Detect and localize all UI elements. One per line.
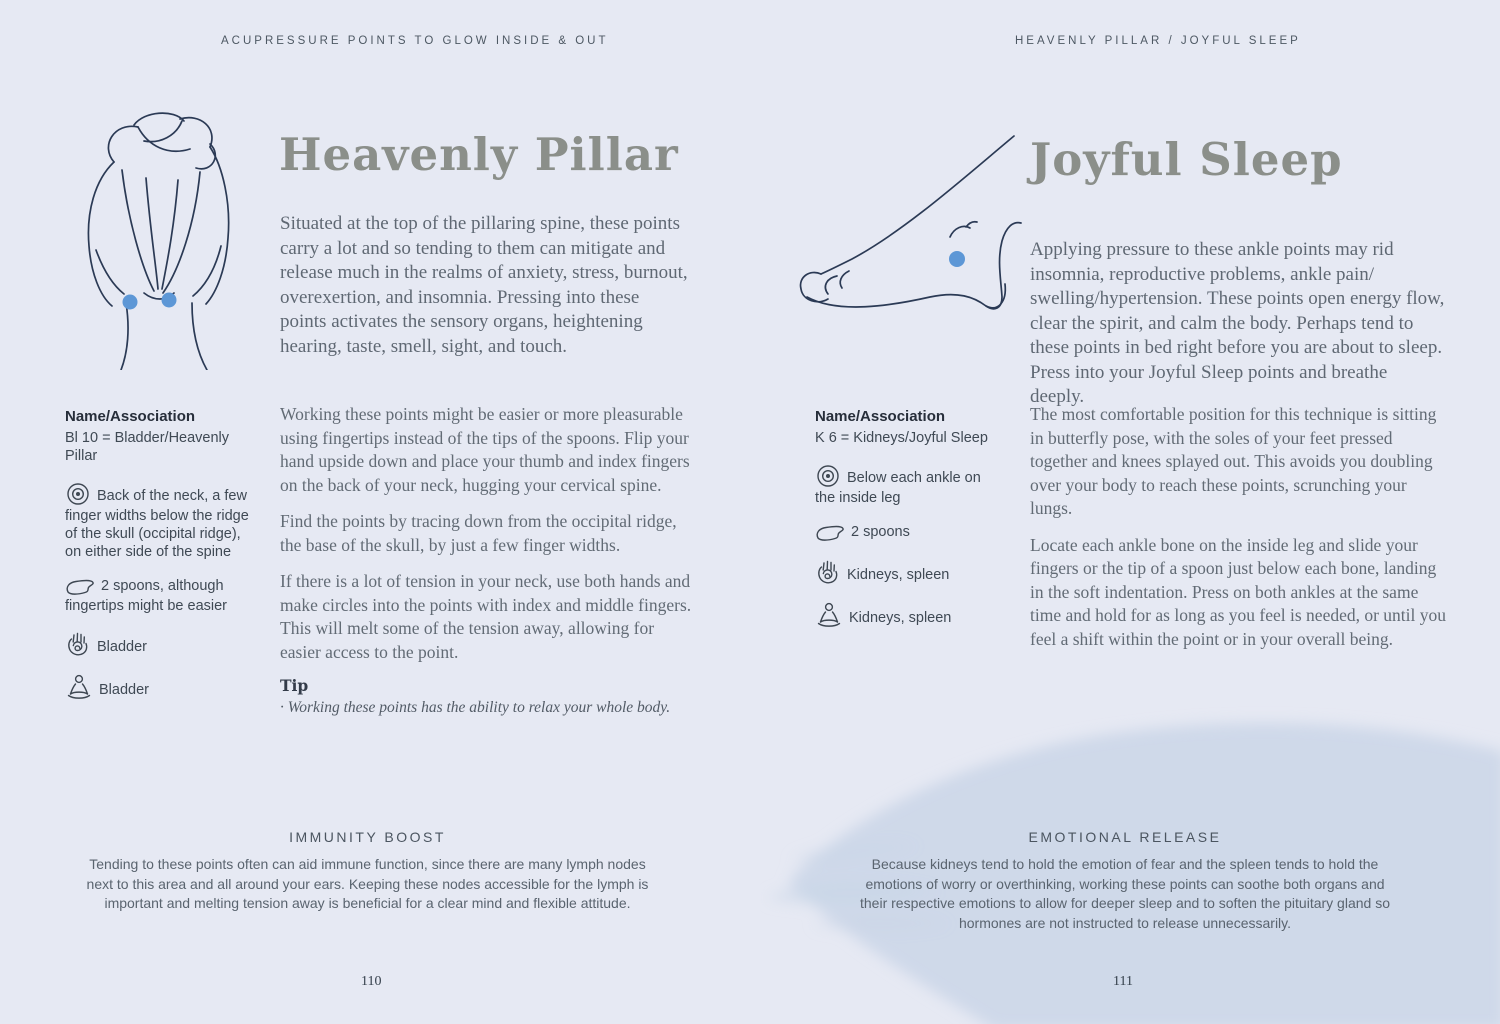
running-head-right: HEAVENLY PILLAR / JOYFUL SLEEP	[1015, 35, 1301, 47]
sidebar-item-label: Back of the neck, a few finger widths below the ridge of the skull (occipital ridge), on either side of the spine	[65, 488, 249, 560]
target-icon	[815, 463, 841, 489]
sidebar-name-line: Bl 10 = Bladder/Heavenly Pillar	[65, 430, 230, 464]
head-illustration	[62, 110, 262, 370]
sidebar-item-organs	[815, 602, 995, 629]
callout-emotional-release	[855, 829, 1395, 933]
body-paragraph: Find the points by tracing down from the occipital ridge, the base of the skull, by just a few finger widths.	[280, 511, 677, 555]
body-paragraph: Locate each ankle bone on the inside leg and slide your fingers or the tip of a spoon just below each bone, landing in the soft indentation. Press on both ankles at the same time and hold for as long as you feel is needed, or until you feel a shift within the point or in your overall being.	[1030, 534, 1447, 649]
foot-illustration	[790, 128, 1025, 333]
sidebar-item-location	[65, 481, 251, 561]
sidebar-heading: Name/Association	[65, 408, 196, 425]
acupressure-point-dot	[123, 295, 138, 310]
sidebar-item-label: Bladder	[97, 639, 147, 655]
gua-sha-spoon-icon	[65, 577, 95, 597]
sidebar-item-label: Kidneys, spleen	[847, 567, 950, 583]
sidebar-item-label: Below each ankle on the inside leg	[815, 470, 981, 506]
page-number-left: 110	[361, 974, 382, 989]
target-icon	[65, 481, 91, 507]
tip-section	[280, 676, 700, 717]
hand-icon	[65, 631, 91, 658]
sidebar-left	[65, 408, 251, 717]
callout-heading: IMMUNITY BOOST	[289, 829, 446, 845]
page-number-right: 111	[1113, 974, 1133, 989]
body-paragraph: The most comfortable position for this technique is sitting in butterfly pose, with the soles of your feet pressed together and knees splayed out. This avoids you doubling over your body to reach these points, scrunching your lungs.	[1030, 404, 1437, 518]
sidebar-item-label: 2 spoons, although fingertips might be easier	[65, 578, 227, 614]
body-paragraph: Working these points might be easier or more pleasurable using fingertips instead of the tips of the spoons. Flip your hand upside down and place your thumb and index fingers on the back of your neck, hugging your cervical spine.	[280, 404, 690, 495]
sidebar-heading: Name/Association	[815, 408, 946, 425]
callout-text: Because kidneys tend to hold the emotion of fear and the spleen tends to hold the emotions of worry or overthinking, working these points can soothe both organs and their respective emotions to allow for deeper sleep and to soften the pituitary gland so hormones are not instructed to release unnecessarily.	[860, 856, 1390, 931]
sidebar-item-organs	[65, 674, 251, 701]
tip-text: · Working these points has the ability to relax your whole body.	[280, 699, 671, 716]
meditation-icon	[815, 602, 843, 629]
body-column-right	[1030, 403, 1448, 664]
sidebar-item-tools	[815, 523, 995, 543]
intro-paragraph-right: Applying pressure to these ankle points may rid insomnia, reproductive problems, ankle pain/ swelling/hypertension. These points open energy flow, clear the spirit, and calm the body. Perhaps tend to these points in bed right before you are about to sleep. Press into your Joyful Sleep points and breathe deeply.	[1030, 239, 1445, 407]
sidebar-item-label: 2 spoons	[851, 524, 910, 540]
page-title-right: Joyful Sleep	[1030, 133, 1343, 186]
sidebar-item-meridian	[815, 559, 995, 586]
sidebar-item-tools	[65, 577, 251, 615]
body-paragraph: If there is a lot of tension in your neck, use both hands and make circles into the points with index and middle fingers. This will melt some of the tension away, allowing for easier access to the point.	[280, 571, 692, 662]
callout-text: Tending to these points often can aid immune function, since there are many lymph nodes next to this area and all around your ears. Keeping these nodes accessible for the lymph is important and melting tension away is beneficial for a clear mind and flexible attitude.	[86, 856, 649, 911]
gua-sha-spoon-icon	[815, 523, 845, 543]
acupressure-point-dot	[949, 251, 965, 267]
page-title-left: Heavenly Pillar	[279, 128, 679, 181]
sidebar-item-label: Kidneys, spleen	[849, 610, 952, 626]
intro-paragraph-left: Situated at the top of the pillaring spine, these points carry a lot and so tending to them can mitigate and release much in the realms of anxiety, stress, burnout, overexertion, and insomnia. Pressing into these points activates the sensory organs, heightening hearing, taste, smell, sight, and touch.	[280, 213, 688, 357]
sidebar-item-label: Bladder	[99, 682, 149, 698]
tip-heading: Tip	[280, 676, 309, 695]
sidebar-item-location	[815, 463, 995, 507]
hand-icon	[815, 559, 841, 586]
running-head-left: ACUPRESSURE POINTS TO GLOW INSIDE & OUT	[221, 35, 609, 47]
callout-heading: EMOTIONAL RELEASE	[1028, 829, 1222, 845]
callout-immunity-boost	[85, 829, 650, 914]
acupressure-point-dot	[162, 293, 177, 308]
sidebar-item-meridian	[65, 631, 251, 658]
body-column-left	[280, 403, 693, 677]
meditation-icon	[65, 674, 93, 701]
sidebar-right	[815, 408, 995, 645]
sidebar-name-line: K 6 = Kidneys/Joyful Sleep	[815, 430, 988, 446]
